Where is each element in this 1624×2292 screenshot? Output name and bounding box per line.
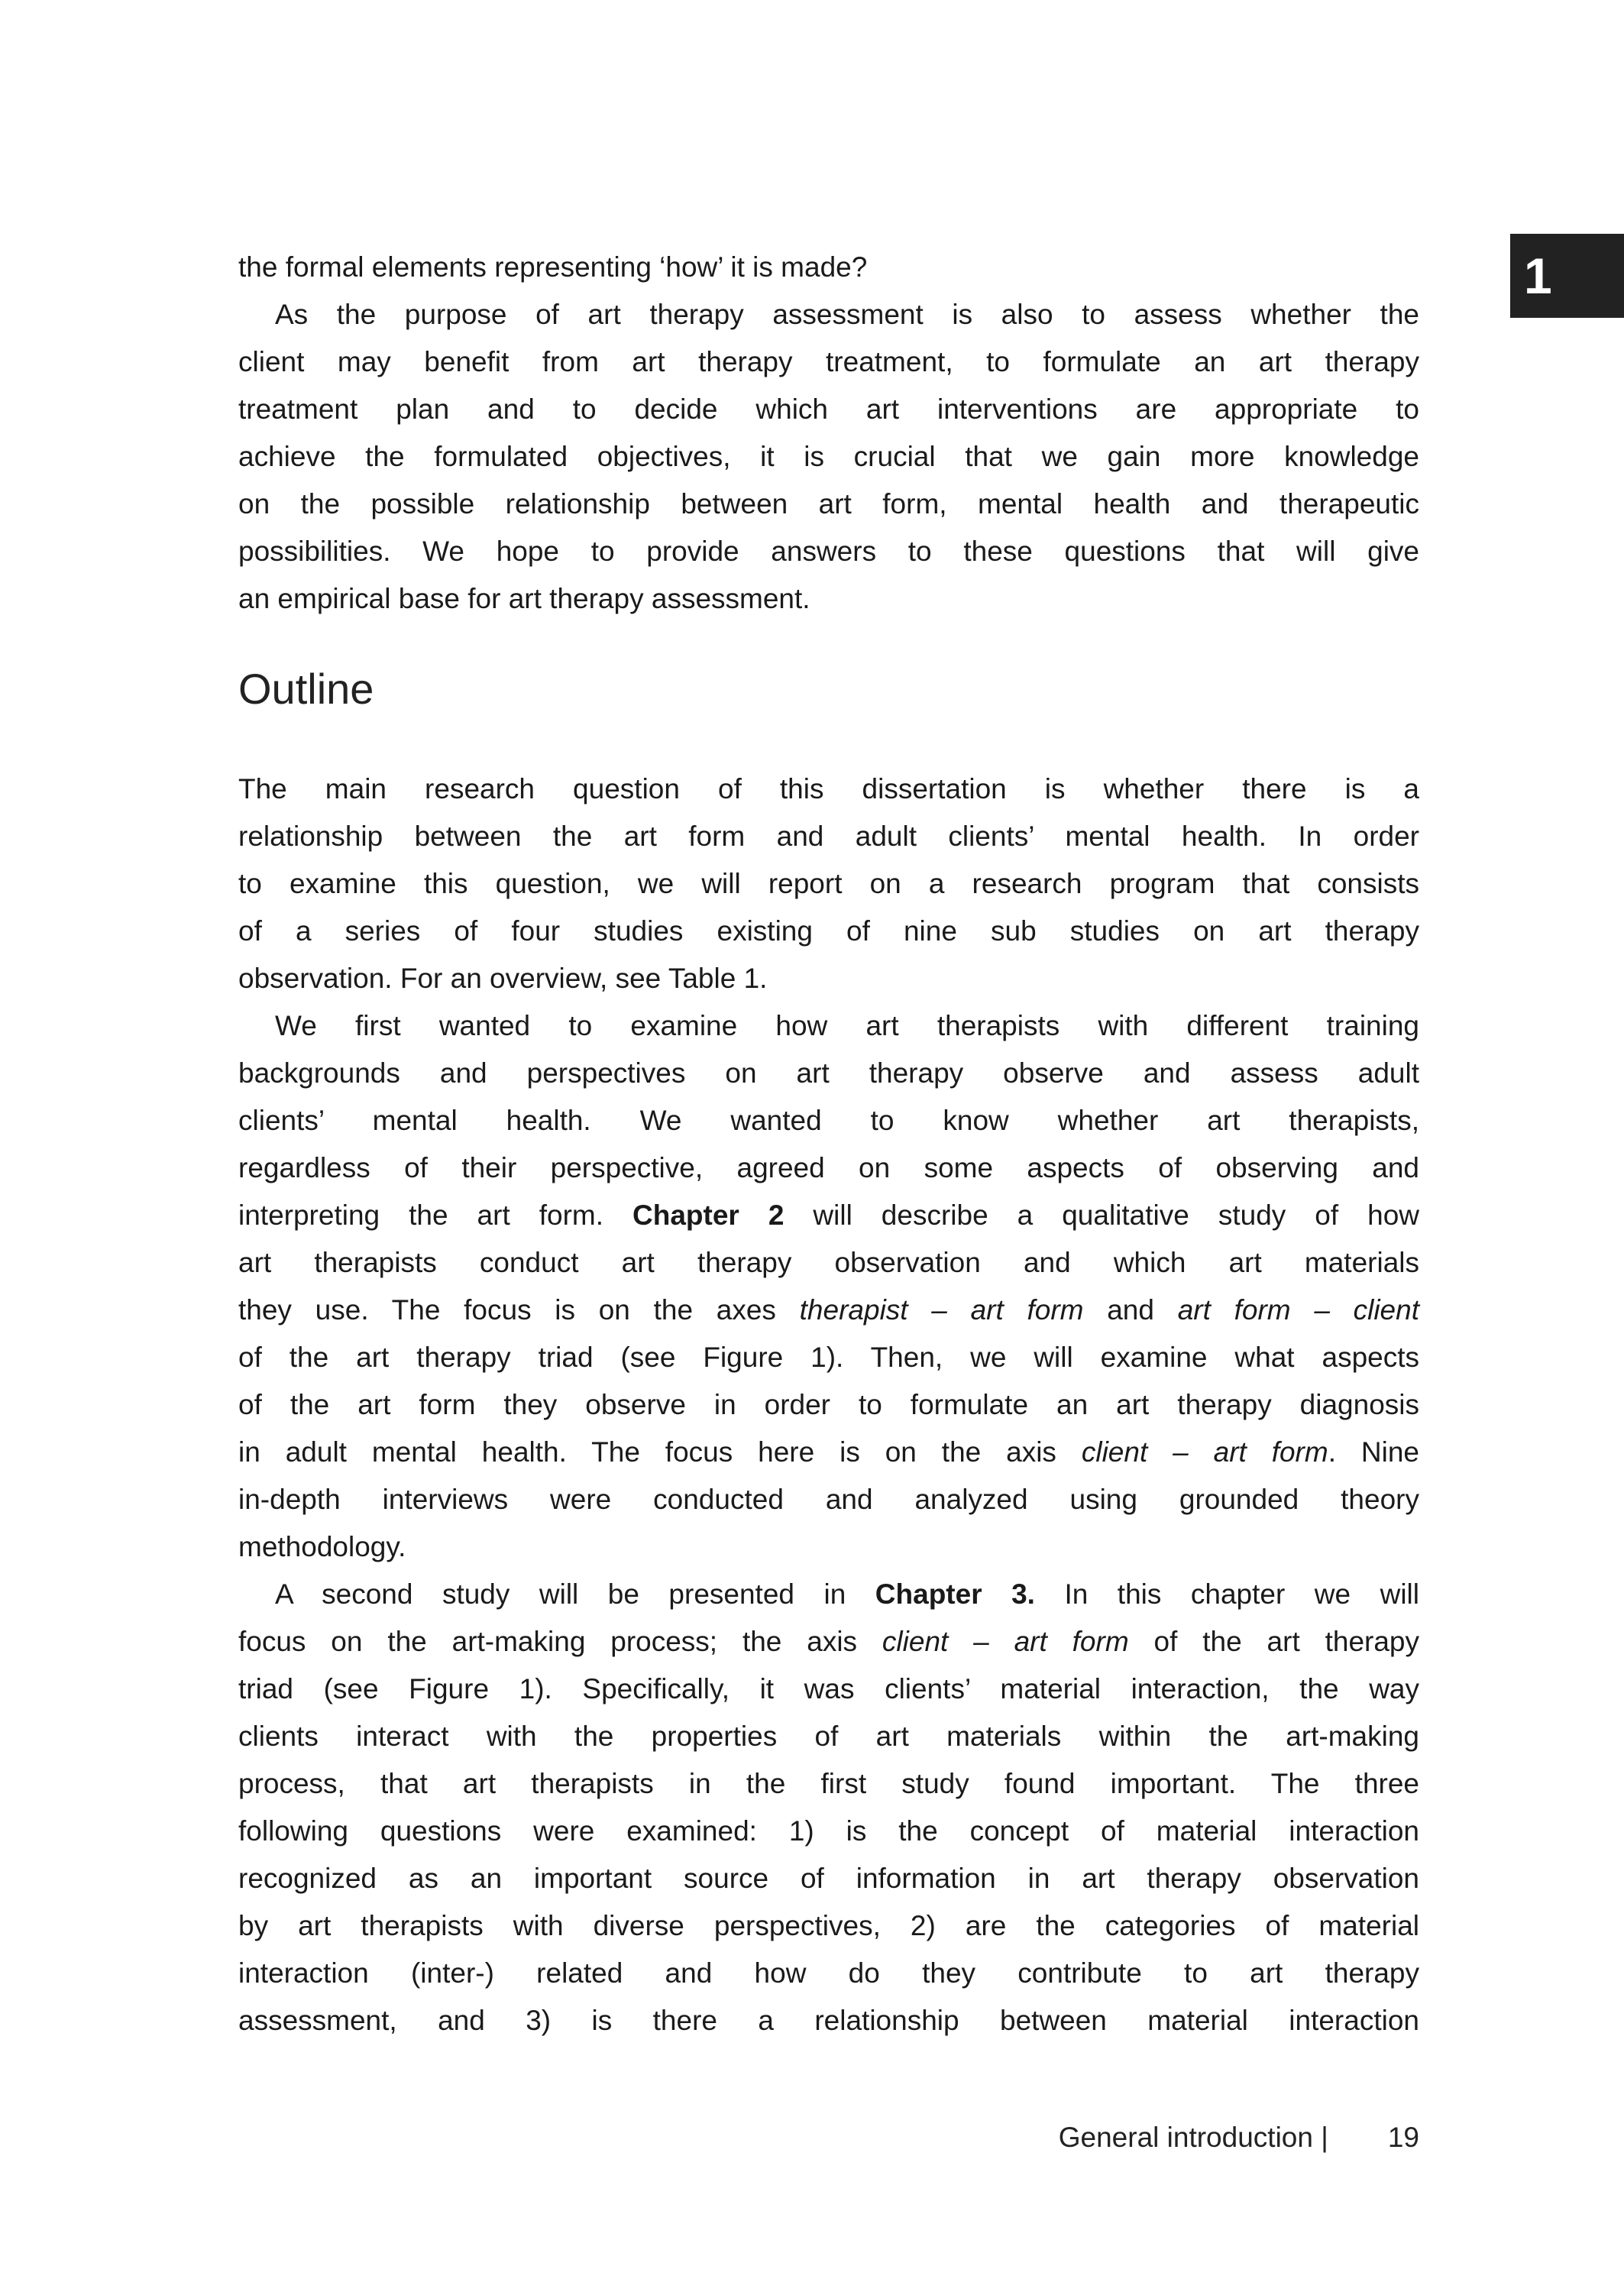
text-line [238, 291, 1419, 338]
text-span: an empirical base for art therapy assessment. [238, 583, 810, 614]
italic-text: therapist – art form [799, 1294, 1084, 1326]
text-line [238, 1713, 1419, 1760]
text-span: on the possible relationship between art form, mental health and therapeutic [238, 488, 1419, 520]
text-span: by art therapists with diverse perspectives, 2) are the categories of material [238, 1910, 1419, 1941]
chapter-tab [1510, 234, 1624, 318]
text-line [238, 1050, 1419, 1097]
text-line [238, 1381, 1419, 1429]
text-line [238, 575, 1419, 623]
text-span: observation. For an overview, see Table 1. [238, 963, 768, 994]
text-span: In this chapter we will [1034, 1578, 1419, 1610]
text-span: A second study will be presented in [275, 1578, 875, 1610]
text-line [238, 955, 1419, 1002]
text-span: and [1083, 1294, 1178, 1326]
text-span: As the purpose of art therapy assessment is also to assess whether the [275, 299, 1419, 330]
text-line [238, 1429, 1419, 1476]
text-span: in adult mental health. The focus here is on the axis [238, 1436, 1082, 1468]
text-line [238, 1002, 1419, 1050]
text-line [238, 1476, 1419, 1523]
text-span: assessment, and 3) is there a relationship between material interaction [238, 2005, 1419, 2036]
text-span: regardless of their perspective, agreed on some aspects of observing and [238, 1152, 1419, 1183]
text-span: triad (see Figure 1). Specifically, it was clients’ material interaction, the way [238, 1673, 1419, 1704]
text-line [238, 481, 1419, 528]
bold-text: Chapter 2 [632, 1199, 785, 1231]
text-line [238, 1618, 1419, 1666]
text-line [238, 1097, 1419, 1144]
text-span: clients’ mental health. We wanted to know whether art therapists, [238, 1105, 1419, 1136]
text-line [238, 1571, 1419, 1618]
text-line [238, 433, 1419, 481]
text-line [238, 1666, 1419, 1713]
bold-text: Chapter 3. [875, 1578, 1035, 1610]
text-span: client may benefit from art therapy treatment, to formulate an art therapy [238, 346, 1419, 377]
text-span: of the art therapy triad (see Figure 1). Then, we will examine what aspects [238, 1342, 1419, 1373]
text-span: . Nine [1328, 1436, 1419, 1468]
text-span: following questions were examined: 1) is the concept of material interaction [238, 1815, 1419, 1847]
text-span: achieve the formulated objectives, it is crucial that we gain more knowledge [238, 441, 1419, 472]
running-title: General introduction | [1058, 2122, 1328, 2153]
text-span: they use. The focus is on the axes [238, 1294, 800, 1326]
italic-text: client – art form [1081, 1436, 1328, 1468]
text-line [238, 1808, 1419, 1855]
text-span: art therapists conduct art therapy observation and which art materials [238, 1247, 1419, 1278]
text-span: in-depth interviews were conducted and analyzed using grounded theory [238, 1484, 1419, 1515]
text-span: will describe a qualitative study of how [784, 1199, 1420, 1231]
text-line [238, 860, 1419, 908]
text-line [238, 1950, 1419, 1997]
chapter-number: 1 [1524, 248, 1552, 304]
text-line [238, 528, 1419, 575]
text-line [238, 1997, 1419, 2044]
text-line [238, 338, 1419, 386]
text-line [238, 1144, 1419, 1192]
text-line [238, 1334, 1419, 1381]
text-span: focus on the art-making process; the axis [238, 1626, 882, 1657]
text-span: relationship between the art form and adult clients’ mental health. In order [238, 821, 1419, 852]
text-line [238, 908, 1419, 955]
text-span: process, that art therapists in the first study found important. The three [238, 1768, 1419, 1799]
text-span: the formal elements representing ‘how’ it is made? [238, 251, 868, 283]
text-span: methodology. [238, 1531, 406, 1562]
text-span: treatment plan and to decide which art interventions are appropriate to [238, 393, 1419, 425]
text-line [238, 386, 1419, 433]
body-text-block [238, 766, 1419, 2044]
page-footer [1059, 2118, 1419, 2158]
text-span: clients interact with the properties of art materials within the art-making [238, 1721, 1419, 1752]
text-line [238, 1760, 1419, 1808]
text-span: The main research question of this dissertation is whether there is a [238, 773, 1419, 804]
italic-text: client – art form [882, 1626, 1129, 1657]
text-line [238, 813, 1419, 860]
text-line [238, 1192, 1419, 1239]
text-span: backgrounds and perspectives on art therapy observe and assess adult [238, 1057, 1419, 1089]
text-line [238, 766, 1419, 813]
italic-text: art form – client [1177, 1294, 1419, 1326]
text-span: recognized as an important source of information in art therapy observation [238, 1863, 1419, 1894]
text-line [238, 1239, 1419, 1287]
body-text-block [238, 244, 1419, 623]
text-span: of the art form they observe in order to formulate an art therapy diagnosis [238, 1389, 1419, 1420]
text-span: of a series of four studies existing of nine sub studies on art therapy [238, 915, 1419, 947]
text-line [238, 244, 1419, 291]
text-span: We first wanted to examine how art therapists with different training [275, 1010, 1419, 1041]
text-span: to examine this question, we will report on a research program that consists [238, 868, 1419, 899]
text-span: interaction (inter-) related and how do they contribute to art therapy [238, 1957, 1419, 1989]
section-heading: Outline [238, 665, 374, 713]
text-span: interpreting the art form. [238, 1199, 633, 1231]
text-line [238, 1287, 1419, 1334]
text-span: of the art therapy [1128, 1626, 1419, 1657]
text-line [238, 1902, 1419, 1950]
text-span: possibilities. We hope to provide answers to these questions that will give [238, 536, 1419, 567]
page-number: 19 [1387, 2122, 1419, 2153]
text-line [238, 1523, 1419, 1571]
text-line [238, 1855, 1419, 1902]
